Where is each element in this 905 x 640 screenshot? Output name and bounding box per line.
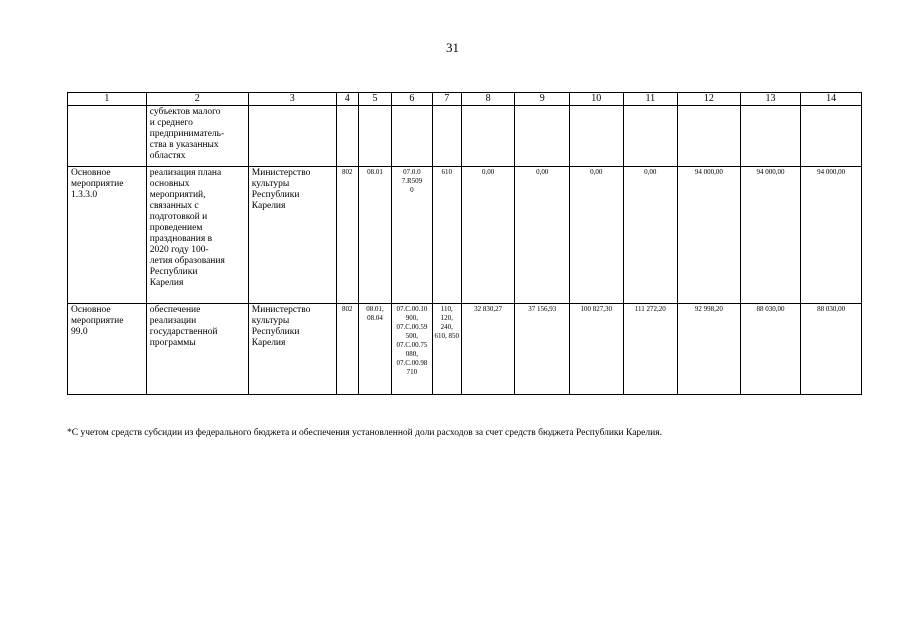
table-cell: 100 827,30 bbox=[569, 304, 623, 395]
column-header: 4 bbox=[336, 93, 358, 106]
table-cell: 0,00 bbox=[515, 167, 570, 304]
column-header: 5 bbox=[358, 93, 391, 106]
table-cell bbox=[248, 106, 336, 167]
table-cell: 37 156,93 bbox=[515, 304, 570, 395]
footnote: *С учетом средств субсидии из федерального бюджета и обеспечения установленной доли расходов за счет средств бюджета Республики Карелия. bbox=[67, 428, 662, 438]
column-header: 14 bbox=[801, 93, 862, 106]
table-row bbox=[68, 304, 862, 395]
table-cell: 88 030,00 bbox=[740, 304, 801, 395]
table-cell: 94 000,00 bbox=[678, 167, 741, 304]
column-header: 8 bbox=[461, 93, 515, 106]
table-cell bbox=[461, 106, 515, 167]
table-cell bbox=[432, 106, 461, 167]
table-cell: Министерство культуры Республики Карелия bbox=[248, 304, 336, 395]
column-header: 9 bbox=[515, 93, 570, 106]
table-cell: реализация плана основных мероприятий, связанных с подготовкой и проведением празднования в 2020 году 100- летия образования Республики Карелия bbox=[146, 167, 248, 304]
table-cell: 802 bbox=[336, 167, 358, 304]
table-cell bbox=[358, 106, 391, 167]
table-row bbox=[68, 106, 862, 167]
table-cell: 0,00 bbox=[461, 167, 515, 304]
table-cell bbox=[801, 106, 862, 167]
table-cell: 0,00 bbox=[569, 167, 623, 304]
table-row bbox=[68, 167, 862, 304]
table-cell: 111 272,20 bbox=[623, 304, 678, 395]
table-cell: субъектов малого и среднего предприниматель- ства в указанных областях bbox=[146, 106, 248, 167]
table-cell: 32 830,27 bbox=[461, 304, 515, 395]
table-cell: 94 000,00 bbox=[740, 167, 801, 304]
table-cell: обеспечение реализации государственной программы bbox=[146, 304, 248, 395]
column-header: 2 bbox=[146, 93, 248, 106]
column-header: 7 bbox=[432, 93, 461, 106]
table-cell: 610 bbox=[432, 167, 461, 304]
table-cell: 802 bbox=[336, 304, 358, 395]
table-cell: Основное мероприятие 99.0 bbox=[68, 304, 147, 395]
table-cell bbox=[336, 106, 358, 167]
column-header: 13 bbox=[740, 93, 801, 106]
table-cell: Министерство культуры Республики Карелия bbox=[248, 167, 336, 304]
table-cell bbox=[623, 106, 678, 167]
table-cell: 0,00 bbox=[623, 167, 678, 304]
column-header: 3 bbox=[248, 93, 336, 106]
table-cell bbox=[569, 106, 623, 167]
table-cell bbox=[392, 106, 432, 167]
page-number: 31 bbox=[446, 40, 459, 55]
table-cell: 94 000,00 bbox=[801, 167, 862, 304]
column-header: 12 bbox=[678, 93, 741, 106]
table-cell bbox=[678, 106, 741, 167]
column-header: 6 bbox=[392, 93, 432, 106]
column-header: 11 bbox=[623, 93, 678, 106]
column-header: 1 bbox=[68, 93, 147, 106]
table-cell: 08.01, 08.04 bbox=[358, 304, 391, 395]
column-header: 10 bbox=[569, 93, 623, 106]
table-cell: 07.0.0 7.R509 0 bbox=[392, 167, 432, 304]
table-cell bbox=[68, 106, 147, 167]
table-cell: Основное мероприятие 1.3.3.0 bbox=[68, 167, 147, 304]
table-header-row bbox=[68, 93, 862, 106]
budget-table bbox=[67, 92, 862, 395]
table-cell: 92 998,20 bbox=[678, 304, 741, 395]
table-cell: 07.С.00.10 900, 07.С.00.59 500, 07.С.00.75 080, 07.С.00.98 710 bbox=[392, 304, 432, 395]
table-cell: 08.01 bbox=[358, 167, 391, 304]
table-cell: 110, 120, 240, 610, 850 bbox=[432, 304, 461, 395]
table-cell bbox=[515, 106, 570, 167]
table-cell: 88 030,00 bbox=[801, 304, 862, 395]
table-cell bbox=[740, 106, 801, 167]
